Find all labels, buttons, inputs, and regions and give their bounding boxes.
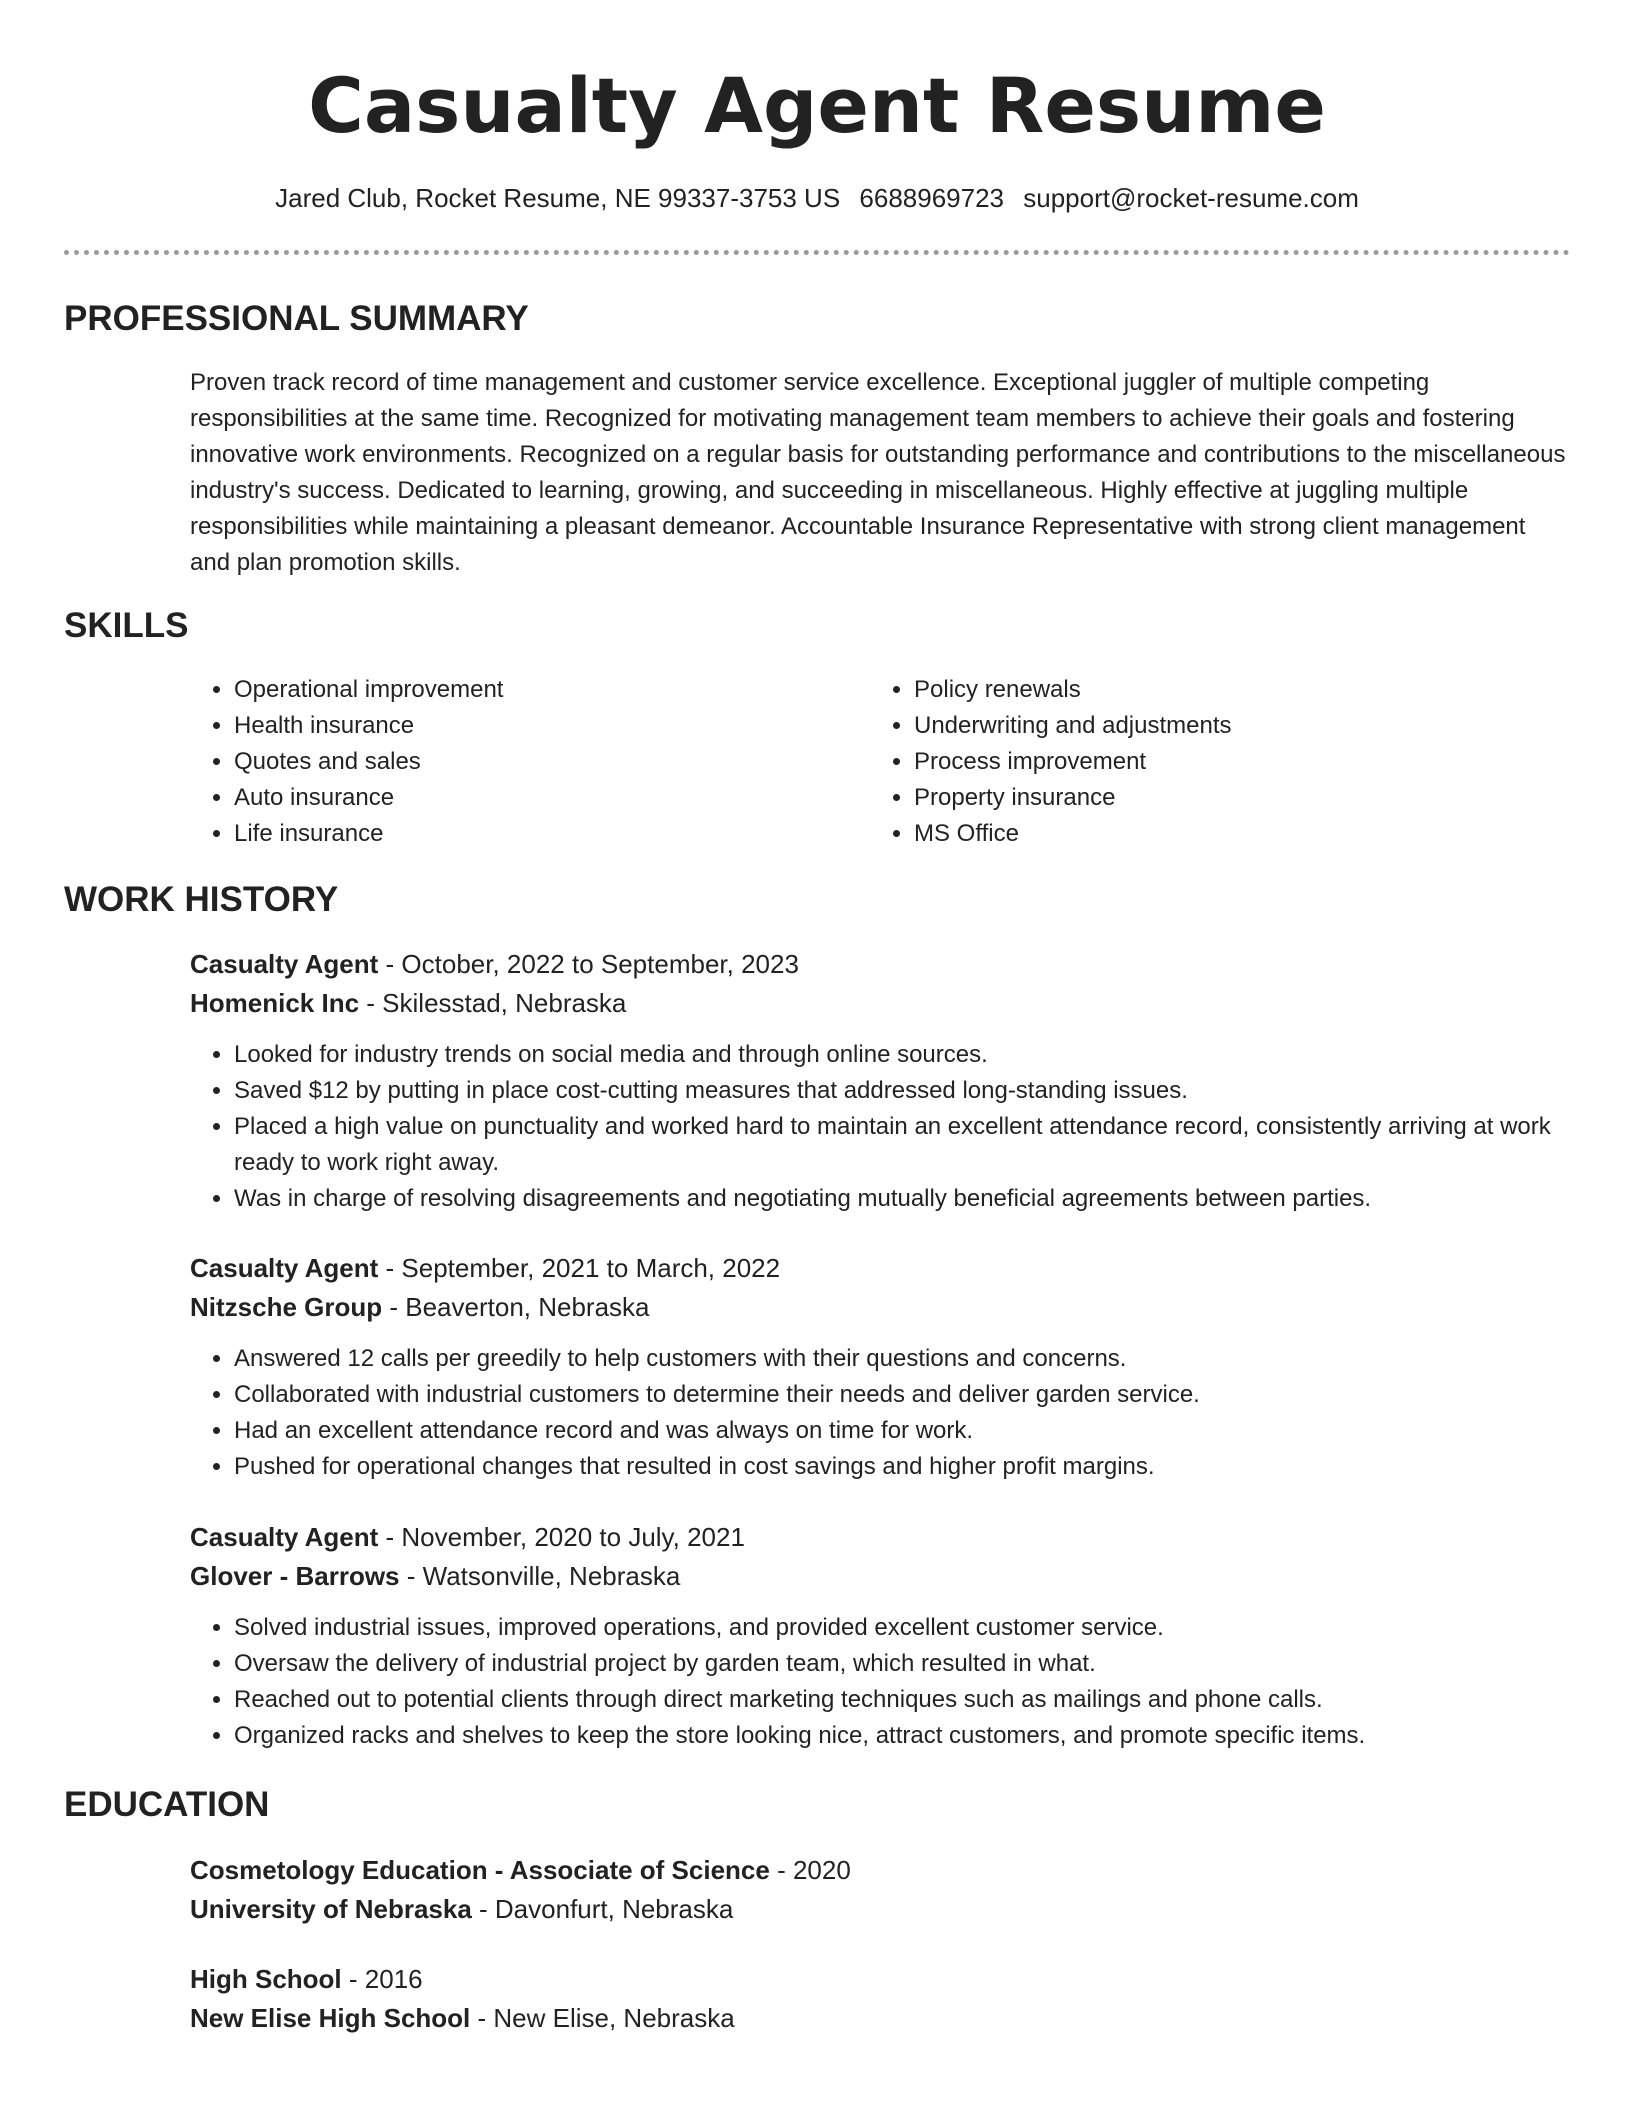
skills-column-left	[190, 672, 870, 852]
job-location: Beaverton, Nebraska	[405, 1292, 650, 1322]
education-degree-line: High School - 2016	[190, 1964, 423, 1994]
job-location: Watsonville, Nebraska	[422, 1561, 681, 1591]
job-bullet: • Placed a high value on punctuality and worked hard to maintain an excellent attendance record, consistently arriving at work ready to work right away.	[234, 1109, 1570, 1181]
job-entry	[190, 945, 1570, 1217]
job-company-line: Nitzsche Group - Beaverton, Nebraska	[190, 1292, 650, 1322]
contact-phone: 6688969723	[859, 183, 1005, 213]
education-heading: EDUCATION	[64, 1785, 270, 1824]
skill-item: • Policy renewals	[914, 672, 1550, 708]
education-school-line: New Elise High School - New Elise, Nebraska	[190, 2003, 735, 2033]
resume-title: Casualty Agent Resume	[308, 61, 1326, 150]
job-bullet: • Organized racks and shelves to keep the store looking nice, attract customers, and promote specific items.	[234, 1718, 1570, 1754]
job-bullet: • Was in charge of resolving disagreements and negotiating mutually beneficial agreements between parties.	[234, 1181, 1570, 1217]
education-degree: Cosmetology Education - Associate of Science	[190, 1855, 770, 1885]
job-title: Casualty Agent	[190, 949, 379, 979]
education-location: New Elise, Nebraska	[493, 2003, 735, 2033]
job-location: Skilesstad, Nebraska	[382, 988, 627, 1018]
work-history-heading: WORK HISTORY	[64, 880, 339, 919]
skill-item: • MS Office	[914, 816, 1550, 852]
education-location: Davonfurt, Nebraska	[494, 1894, 734, 1924]
skill-item: • Quotes and sales	[234, 744, 870, 780]
skill-item: • Operational improvement	[234, 672, 870, 708]
education-school: New Elise High School	[190, 2003, 471, 2033]
summary-section	[190, 365, 1570, 581]
skills-section	[190, 672, 1570, 852]
skill-item: • Process improvement	[914, 744, 1550, 780]
job-entry	[190, 1518, 1570, 1754]
job-bullet: • Saved $12 by putting in place cost-cutting measures that addressed long-standing issues.	[234, 1073, 1570, 1109]
contact-email: support@rocket-resume.com	[1023, 183, 1359, 213]
job-title-line: Casualty Agent - November, 2020 to July, 2021	[190, 1522, 745, 1552]
skill-item: • Property insurance	[914, 780, 1550, 816]
summary-text: Proven track record of time management and customer service excellence. Exceptional juggler of multiple competing responsibilities at the same time. Recognized for motivating management team members to achieve their goals and fostering innovative work environments. Recognized on a regular basis for outstanding performance and contributions to the miscellaneous industry's success. Dedicated to learning, growing, and succeeding in miscellaneous. Highly effective at juggling multiple responsibilities while maintaining a pleasant demeanor. Accountable Insurance Representative with strong client management and plan promotion skills.	[190, 369, 1566, 576]
job-title: Casualty Agent	[190, 1522, 379, 1552]
job-dates: September, 2021 to March, 2022	[401, 1253, 781, 1283]
job-company: Homenick Inc	[190, 988, 360, 1018]
job-company-line: Glover - Barrows - Watsonville, Nebraska	[190, 1561, 681, 1591]
education-school: University of Nebraska	[190, 1894, 472, 1924]
education-entry	[190, 1851, 1570, 1929]
job-company: Glover - Barrows	[190, 1561, 400, 1591]
skill-item: • Auto insurance	[234, 780, 870, 816]
education-entry	[190, 1960, 1570, 2038]
job-bullets	[190, 1037, 1570, 1217]
skill-item: • Health insurance	[234, 708, 870, 744]
skills-column-right	[870, 672, 1550, 852]
job-company-line: Homenick Inc - Skilesstad, Nebraska	[190, 988, 627, 1018]
job-title: Casualty Agent	[190, 1253, 379, 1283]
education-degree-line: Cosmetology Education - Associate of Science - 2020	[190, 1855, 851, 1885]
education-degree: High School	[190, 1964, 342, 1994]
header-divider	[64, 250, 1570, 255]
job-title-line: Casualty Agent - October, 2022 to September, 2023	[190, 949, 799, 979]
job-bullet: • Answered 12 calls per greedily to help customers with their questions and concerns.	[234, 1341, 1570, 1377]
job-title-line: Casualty Agent - September, 2021 to March, 2022	[190, 1253, 781, 1283]
education-year: 2020	[792, 1855, 851, 1885]
job-bullet: • Pushed for operational changes that resulted in cost savings and higher profit margins.	[234, 1449, 1570, 1485]
skills-heading: SKILLS	[64, 606, 189, 645]
job-bullets	[190, 1341, 1570, 1485]
job-bullet: • Solved industrial issues, improved operations, and provided excellent customer service.	[234, 1610, 1570, 1646]
contact-address: Jared Club, Rocket Resume, NE 99337-3753 US	[275, 183, 841, 213]
job-bullets	[190, 1610, 1570, 1754]
job-entry	[190, 1249, 1570, 1485]
job-dates: November, 2020 to July, 2021	[401, 1522, 745, 1552]
job-bullet: • Reached out to potential clients through direct marketing techniques such as mailings and phone calls.	[234, 1682, 1570, 1718]
contact-line	[64, 180, 1570, 216]
job-bullet: • Collaborated with industrial customers to determine their needs and deliver garden service.	[234, 1377, 1570, 1413]
job-dates: October, 2022 to September, 2023	[401, 949, 799, 979]
education-school-line: University of Nebraska - Davonfurt, Nebraska	[190, 1894, 734, 1924]
summary-heading: PROFESSIONAL SUMMARY	[64, 299, 529, 338]
job-bullet: • Looked for industry trends on social media and through online sources.	[234, 1037, 1570, 1073]
skill-item: • Underwriting and adjustments	[914, 708, 1550, 744]
education-year: 2016	[364, 1964, 423, 1994]
job-bullet: • Oversaw the delivery of industrial project by garden team, which resulted in what.	[234, 1646, 1570, 1682]
skill-item: • Life insurance	[234, 816, 870, 852]
job-bullet: • Had an excellent attendance record and was always on time for work.	[234, 1413, 1570, 1449]
job-company: Nitzsche Group	[190, 1292, 383, 1322]
